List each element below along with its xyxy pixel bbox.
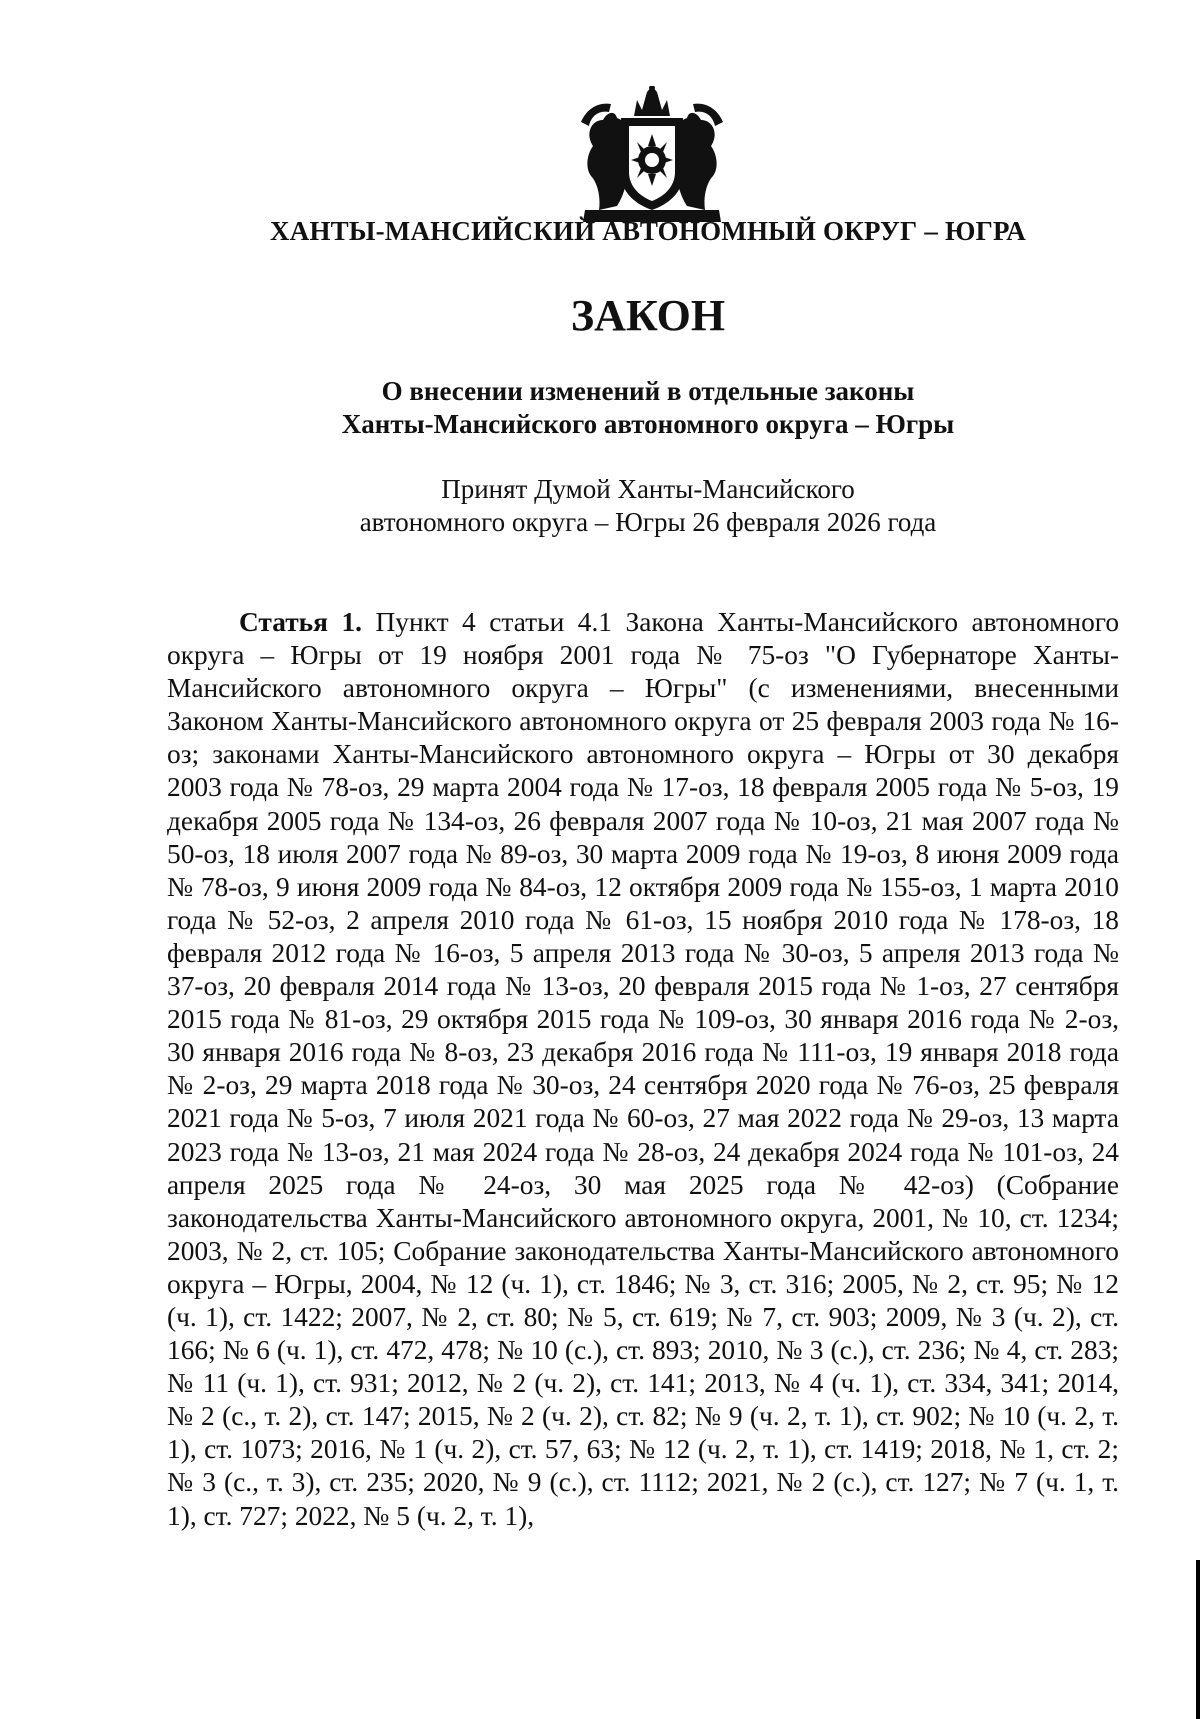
scan-edge-mark (1196, 1560, 1200, 1719)
article-1-paragraph (167, 606, 1119, 1533)
article-1-text: Пункт 4 статьи 4.1 Закона Ханты-Мансийского автономного округа – Югры от 19 ноября 2001 года № 75-оз "О Губернаторе Ханты-Мансийского автономного округа – Югры" (с изменениями, внесенными Законом Ханты-Мансийского автономного округа от 25 февраля 2003 года № 16-оз; законами Ханты-Мансийского автономного округа – Югры от 30 декабря 2003 года № 78-оз, 29 марта 2004 года № 17-оз, 18 февраля 2005 года № 5-оз, 19 декабря 2005 года № 134-оз, 26 февраля 2007 года № 10-оз, 21 мая 2007 года № 50-оз, 18 июля 2007 года № 89-оз, 30 марта 2009 года № 19-оз, 8 июня 2009 года № 78-оз, 9 июня 2009 года № 84-оз, 12 октября 2009 года № 155-оз, 1 марта 2010 года № 52-оз, 2 апреля 2010 года № 61-оз, 15 ноября 2010 года № 178-оз, 18 февраля 2012 года № 16-оз, 5 апреля 2013 года № 30-оз, 5 апреля 2013 года № 37-оз, 20 февраля 2014 года № 13-оз, 20 февраля 2015 года № 1-оз, 27 сентября 2015 года № 81-оз, 29 октября 2015 года № 109-оз, 30 января 2016 года № 2-оз, 30 января 2016 года № 8-оз, 23 декабря 2016 года № 111-оз, 19 января 2018 года № 2-оз, 29 марта 2018 года № 30-оз, 24 сентября 2020 года № 76-оз, 25 февраля 2021 года № 5-оз, 7 июля 2021 года № 60-оз, 27 мая 2022 года № 29-оз, 13 марта 2023 года № 13-оз, 21 мая 2024 года № 28-оз, 24 декабря 2024 года № 101-оз, 24 апреля 2025 года № 24-оз, 30 мая 2025 года № 42-оз) (Собрание законодательства Ханты-Мансийского автономного округа, 2001, № 10, ст. 1234; 2003, № 2, ст. 105; Собрание законодательства Ханты-Мансийского автономного округа – Югры, 2004, № 12 (ч. 1), ст. 1846; № 3, ст. 316; 2005, № 2, ст. 95; № 12 (ч. 1), ст. 1422; 2007, № 2, ст. 80; № 5, ст. 619; № 7, ст. 903; 2009, № 3 (ч. 2), ст. 166; № 6 (ч. 1), ст. 472, 478; № 10 (с.), ст. 893; 2010, № 3 (с.), ст. 236; № 4, ст. 283; № 11 (ч. 1), ст. 931; 2012, № 2 (ч. 2), ст. 141; 2013, № 4 (ч. 1), ст. 334, 341; 2014, № 2 (с., т. 2), ст. 147; 2015, № 2 (ч. 2), ст. 82; № 9 (ч. 2, т. 1), ст. 902; № 10 (ч. 2, т. 1), ст. 1073; 2016, № 1 (ч. 2), ст. 57, 63; № 12 (ч. 2, т. 1), ст. 1419; 2018, № 1, ст. 2; № 3 (с., т. 3), ст. 235; 2020, № 9 (с.), ст. 1112; 2021, № 2 (с.), ст. 127; № 7 (ч. 1, т. 1), ст. 727; 2022, № 5 (ч. 2, т. 1), (167, 607, 1120, 1531)
document-type: ЗАКОН (570, 291, 726, 340)
adoption-note-line-1: Принят Думой Ханты-Мансийского (441, 474, 855, 504)
adoption-note-line-2: автономного округа – Югры 26 февраля 2026 года (359, 507, 937, 537)
adoption-note (0, 473, 1200, 539)
coat-of-arms-icon (571, 86, 733, 222)
law-subject (0, 375, 1200, 441)
law-subject-line-1: О внесении изменений в отдельные законы (381, 376, 915, 406)
article-1-label: Статья 1. (239, 607, 362, 637)
law-subject-line-2: Ханты-Мансийского автономного округа – Югры (341, 409, 955, 439)
region-title: ХАНТЫ-МАНСИЙСКИЙ АВТОНОМНЫЙ ОКРУГ – ЮГРА (270, 216, 1026, 246)
